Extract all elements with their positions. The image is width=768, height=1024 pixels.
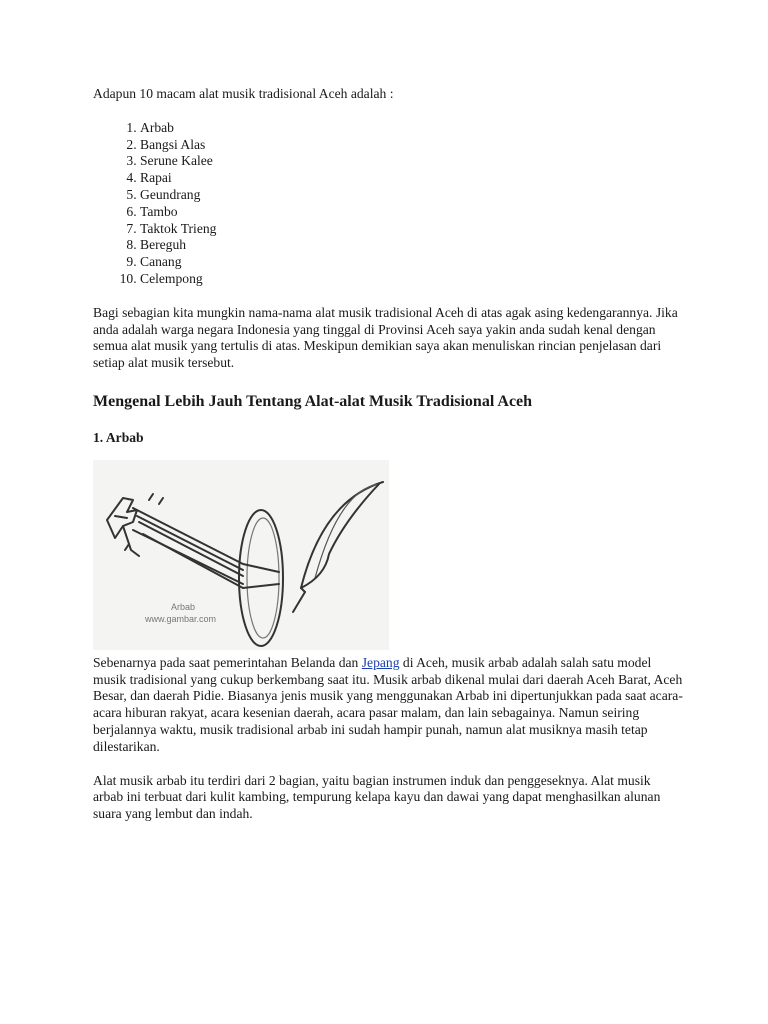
list-item: 7. Taktok Trieng: [140, 221, 683, 238]
image-caption-title: Arbab: [171, 601, 196, 612]
paragraph-arbab-history: [93, 655, 683, 756]
list-item: 4. Rapai: [140, 170, 683, 187]
paragraph-arbab-parts: Alat musik arbab itu terdiri dari 2 bagian, yaitu bagian instrumen induk dan penggeseknya. Alat musik arbab ini terbuat dari kulit kambing, tempurung kelapa kayu dan dawai yang dapat menghasilkan alunan suara yang lembut dan indah.: [93, 772, 661, 822]
paragraph-intro-explanation: Bagi sebagian kita mungkin nama-nama alat musik tradisional Aceh di atas agak asing kedengarannya. Jika anda adalah warga negara Indonesia yang tinggal di Provinsi Aceh saya yakin anda sudah kenal dengan semua alat musik yang tertulis di atas. Meskipun demikian saya akan menuliskan rincian penjelasan dari setiap alat musik tersebut.: [93, 304, 678, 371]
list-item: 1. Arbab: [140, 120, 683, 137]
list-item: 10. Celempong: [140, 271, 683, 288]
list-item: 8. Bereguh: [140, 237, 683, 254]
section-heading: Mengenal Lebih Jauh Tentang Alat-alat Musik Tradisional Aceh: [93, 392, 533, 410]
document-page: [93, 86, 683, 840]
intro-text: Adapun 10 macam alat musik tradisional Aceh adalah :: [93, 86, 394, 101]
paragraph-text: di Aceh, musik arbab adalah salah satu model musik tradisional yang cukup berkembang saat itu. Musik arbab dikenal mulai dari daerah Aceh Barat, Aceh Besar, dan daerah Pidie. Biasanya jenis musik yang menggunakan Arbab ini dipertunjukkan pada saat acara-acara hiburan rakyat, acara kesenian daerah, acara pasar malam, dan lain sebagainya. Namun seiring berjalannya waktu, musik tradisional arbab ini sudah hampir punah, namun alat musiknya masih tetap dilestarikan.: [93, 654, 683, 754]
list-item: 2. Bangsi Alas: [140, 137, 683, 154]
list-item: 5. Geundrang: [140, 187, 683, 204]
instrument-list: [93, 120, 683, 288]
list-item: 9. Canang: [140, 254, 683, 271]
link-jepang[interactable]: Jepang: [361, 654, 400, 670]
list-item: 3. Serune Kalee: [140, 153, 683, 170]
arbab-image: [93, 460, 389, 650]
subheading-arbab: 1. Arbab: [93, 429, 144, 445]
image-caption-watermark: www.gambar.com: [145, 613, 217, 624]
list-item: 6. Tambo: [140, 204, 683, 221]
arbab-illustration: [93, 460, 389, 650]
paragraph-text: Sebenarnya pada saat pemerintahan Belanda dan: [93, 654, 362, 670]
